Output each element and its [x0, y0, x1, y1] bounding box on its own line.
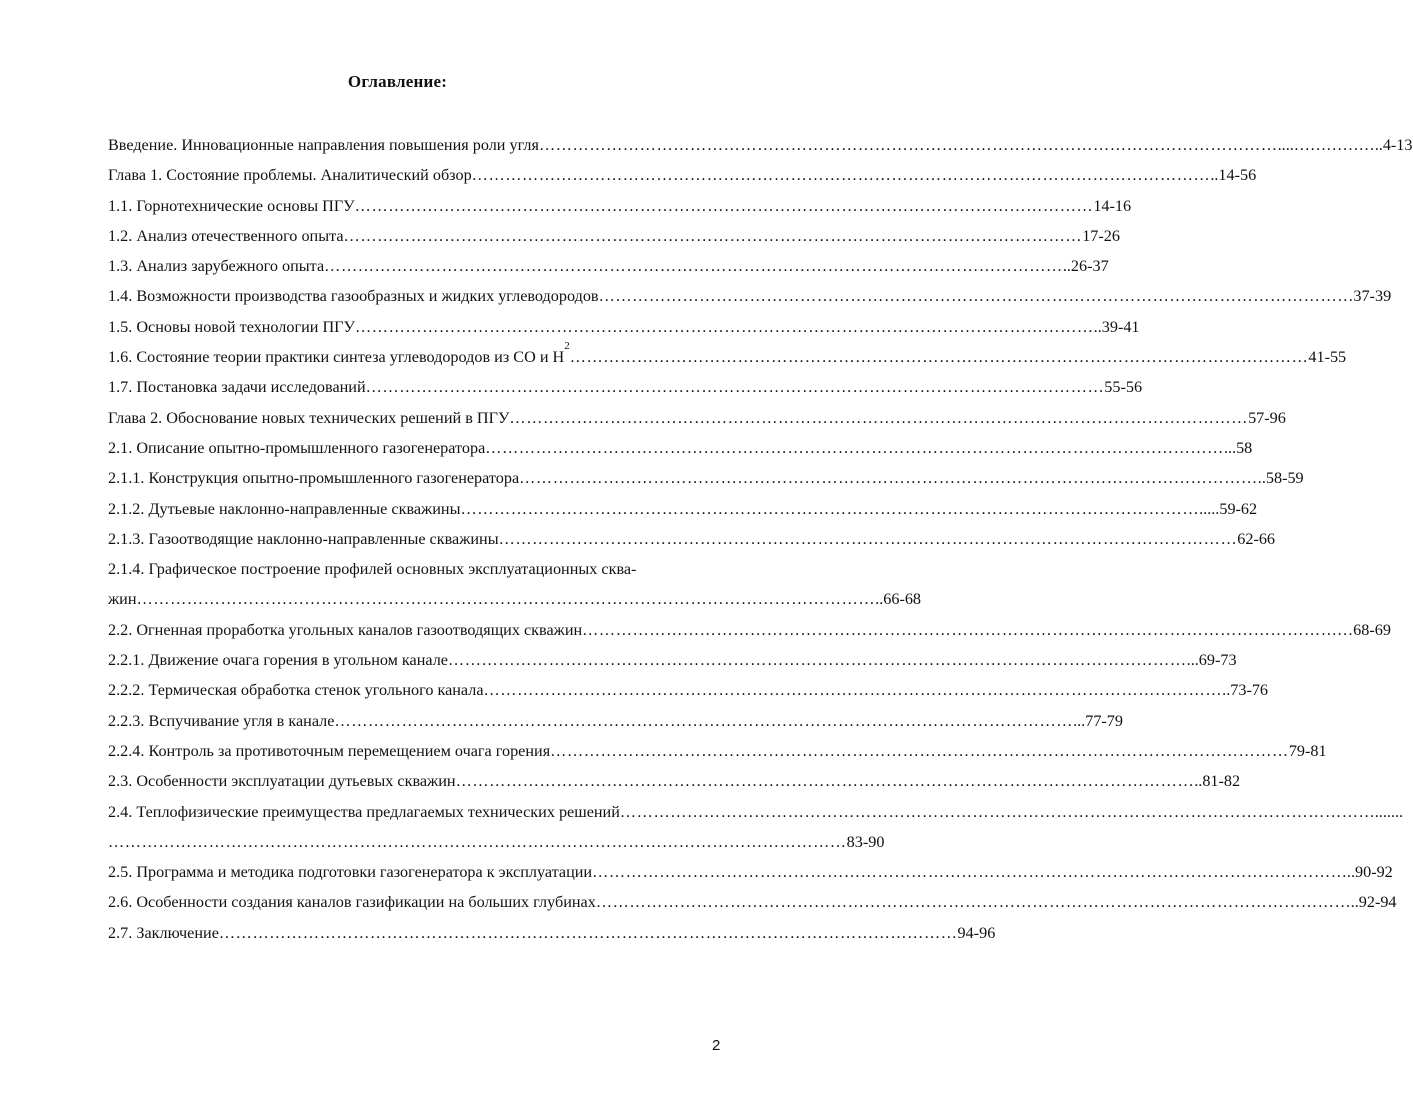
toc-entry-pages: …..90-92 [1330, 863, 1393, 882]
toc-entry-title: 2.2.2. Термическая обработка стенок угольного канала [108, 681, 484, 700]
toc-dot-leader: …………………………………………………………………………………………………………………… [619, 802, 1359, 821]
toc-entry-pages: 17-26 [1082, 226, 1120, 245]
toc-entry [108, 619, 1391, 649]
toc-entry-title: 1.2. Анализ отечественного опыта [108, 226, 344, 245]
toc-entry-pages: ..26-37 [1062, 257, 1109, 276]
toc-entry-title: 1.4. Возможности производства газообразных и жидких углеводородов [108, 287, 599, 306]
toc-dot-leader: …………………………………………………………………………………………………………………… [355, 317, 1094, 336]
toc-entry-pages: ...69-73 [1186, 651, 1237, 670]
toc-dot-leader: …………………………………………………………………………………………………………………… [569, 348, 1309, 367]
toc-entry-pages: .....59-62 [1199, 499, 1258, 518]
toc-entry [108, 316, 1140, 346]
table-of-contents [108, 134, 1413, 952]
toc-dot-leader: …………………………………………………………………………………………………………………… [485, 438, 1224, 457]
toc-entry [108, 195, 1132, 225]
toc-entry-pages: 83-90 [846, 832, 885, 851]
toc-entry [108, 740, 1327, 770]
toc-entry-pages: ..14-56 [1210, 166, 1257, 185]
toc-entry-title: 1.7. Постановка задачи исследований [108, 378, 366, 397]
toc-entry-title: 2.3. Особенности эксплуатации дутьевых скважин [108, 772, 456, 791]
toc-entry-title: 2.1.4. Графическое построение профилей основных эксплуатационных сква- [108, 560, 637, 579]
toc-entry-pages: 62-66 [1237, 529, 1276, 548]
toc-entry-pages: ..58-59 [1257, 469, 1304, 488]
toc-dot-leader: …………………………………………………………………………………………………………………… [324, 257, 1063, 276]
toc-entry-title: 2.6. Особенности создания каналов газификации на больших глубинах [108, 893, 596, 912]
toc-dot-leader: …………………………………………………………………………………………………………………… [108, 832, 847, 851]
toc-dot-leader: …………………………………………………………………………………………………………………… [218, 923, 958, 942]
toc-dot-leader: …………………………………………………………………………………………………………………… [519, 469, 1258, 488]
toc-entry [108, 407, 1286, 437]
toc-entry-pages: ..39-41 [1093, 317, 1140, 336]
toc-dot-leader: …………………………………………………………………………………………………………………… [471, 166, 1211, 185]
toc-dot-leader: …………………………………………………………………………………………………………………… [538, 136, 1278, 154]
toc-entry-pages: 94-96 [957, 923, 996, 942]
toc-entry-title: 2.1.3. Газоотводящие наклонно-направленные скважины [108, 529, 499, 548]
toc-entry [108, 225, 1120, 255]
toc-entry [108, 164, 1257, 194]
toc-entry-pages: …..92-94 [1334, 893, 1397, 912]
toc-entry [108, 285, 1392, 315]
toc-entry-pages: 41-55 [1308, 348, 1347, 367]
toc-dot-leader: …………………………………………………………………………………………………………………… [595, 893, 1335, 912]
toc-entry-title: 2.1.1. Конструкция опытно-промышленного газогенератора [108, 469, 520, 488]
toc-dot-leader: …………………………………………………………………………………………………………………… [455, 772, 1195, 791]
toc-entry-pages: …37-39 [1337, 287, 1392, 306]
page-title: Оглавление: [347, 72, 448, 91]
toc-dot-leader: …………………………………………………………………………………………………………………… [598, 287, 1338, 306]
toc-entry-pages: ....……………..4-13 [1277, 136, 1413, 154]
toc-entry-pages: …....... [1358, 802, 1404, 821]
toc-entry-title: жин [108, 590, 137, 609]
toc-entry-pages: ..73-76 [1222, 681, 1269, 700]
toc-entry-pages: ...77-79 [1073, 711, 1123, 730]
toc-entry [108, 467, 1304, 497]
page-number: 2 [712, 1037, 721, 1054]
toc-entry-pages: 14-16 [1093, 196, 1132, 215]
toc-entry [108, 891, 1397, 921]
toc-entry-title: 2.7. Заключение [108, 923, 219, 942]
toc-entry-title: 2.2.3. Вспучивание угля в канале [108, 711, 335, 730]
toc-entry-title: 1.6. Состояние теории практики синтеза углеводородов из СО и Н [108, 348, 565, 367]
toc-dot-leader: …………………………………………………………………………………………………………………… [582, 620, 1321, 639]
toc-entry-title: 2.4. Теплофизические преимущества предлагаемых технических решений [108, 802, 620, 821]
toc-dot-leader: …………………………………………………………………………………………………………………… [354, 196, 1094, 215]
toc-entry [108, 922, 996, 952]
toc-entry-title: 1.1. Горнотехнические основы ПГУ [108, 196, 355, 215]
toc-dot-leader: …………………………………………………………………………………………………………………… [365, 378, 1105, 397]
toc-entry [108, 861, 1393, 891]
toc-entry-pages: 57-96 [1248, 408, 1286, 427]
toc-entry [108, 376, 1143, 406]
toc-entry [108, 255, 1109, 285]
toc-entry-pages: 79-81 [1288, 741, 1327, 760]
toc-dot-leader: …………………………………………………………………………………………………………………… [509, 408, 1249, 427]
toc-entry-title: 2.2.1. Движение очага горения в угольном канале [108, 651, 448, 670]
toc-entry [108, 649, 1237, 679]
toc-entry [108, 528, 1276, 558]
toc-entry [108, 588, 922, 618]
toc-entry [108, 801, 1404, 831]
toc-entry [108, 134, 1413, 164]
toc-entry-title: 2.1.2. Дутьевые наклонно-направленные скважины [108, 499, 461, 518]
toc-entry-title: Введение. Инновационные направления повышения роли угля [108, 136, 539, 154]
toc-entry [108, 437, 1253, 467]
toc-entry [108, 710, 1123, 740]
toc-dot-leader: …………………………………………………………………………………………………………………… [334, 711, 1074, 730]
toc-entry [108, 498, 1258, 528]
toc-entry-title: Глава 1. Состояние проблемы. Аналитический обзор [108, 166, 472, 185]
toc-dot-leader: …………………………………………………………………………………………………………………… [447, 651, 1187, 670]
toc-entry-pages: 55-56 [1104, 378, 1143, 397]
toc-dot-leader: …………………………………………………………………………………………………………………… [136, 590, 876, 609]
toc-entry [108, 558, 753, 588]
toc-entry-title: 2.2.4. Контроль за противоточным перемещением очага горения [108, 741, 551, 760]
toc-entry: 1.6. Состояние теории практики синтеза углеводородов из СО и Н 2 …………………………………………………………………………………………………………………… 41-55 [108, 340, 1347, 367]
toc-entry-title: 2.1. Описание опытно-промышленного газогенератора [108, 438, 486, 457]
toc-entry-pages: ...58 [1223, 438, 1253, 457]
toc-entry-title: 1.3. Анализ зарубежного опыта [108, 257, 325, 276]
toc-entry-title: Глава 2. Обоснование новых технических решений в ПГУ [108, 408, 510, 427]
toc-dot-leader: …………………………………………………………………………………………………………………… [498, 529, 1238, 548]
toc-entry-title: 2.5. Программа и методика подготовки газогенератора к эксплуатации [108, 863, 593, 882]
toc-dot-leader: …………………………………………………………………………………………………………………… [550, 741, 1289, 760]
toc-dot-leader: …………………………………………………………………………………………………………………… [592, 863, 1331, 882]
toc-entry [108, 770, 1241, 800]
toc-entry [108, 679, 1269, 709]
toc-dot-leader: …………………………………………………………………………………………………………………… [460, 499, 1200, 518]
toc-entry-pages: ..66-68 [875, 590, 922, 609]
toc-entry-pages: ……68-69 [1320, 620, 1391, 639]
toc-dot-leader: …………………………………………………………………………………………………………………… [343, 226, 1083, 245]
toc-entry-title: 1.5. Основы новой технологии ПГУ [108, 317, 355, 336]
toc-entry-pages: ..81-82 [1194, 772, 1241, 791]
toc-entry-title: 2.2. Огненная проработка угольных каналов газоотводящих скважин [108, 620, 583, 639]
toc-dot-leader: …………………………………………………………………………………………………………………… [483, 681, 1223, 700]
toc-entry [108, 831, 885, 861]
